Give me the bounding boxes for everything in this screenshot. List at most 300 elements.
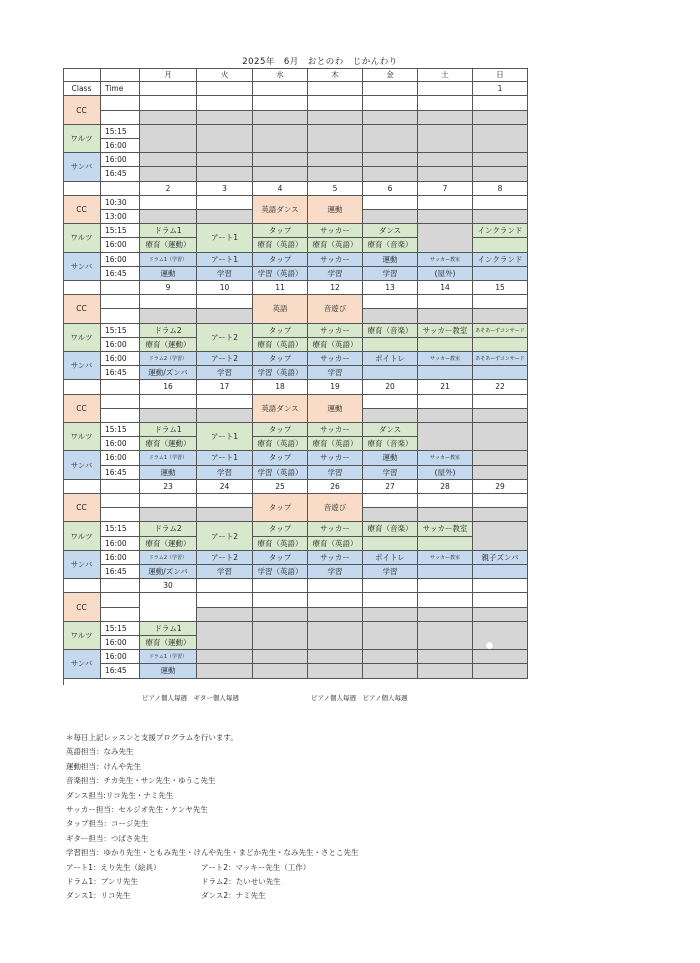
samba-cell: サッカー [308,551,363,565]
samba-cell: ドラム1（学習） [140,451,197,465]
date-cell: 16 [140,380,197,394]
waltz-cell [473,338,528,352]
time-cell: 16:00 [101,451,140,465]
cc-cell-shade [473,210,528,224]
date-cell [197,579,253,593]
waltz-cell [308,622,363,650]
date-cell [363,579,418,593]
date-cell: 13 [363,281,418,295]
cc-cell [253,96,308,110]
samba-cell [363,650,418,664]
stray-dot [486,642,493,649]
samba-cell [140,167,197,181]
cc-cell-shade [140,210,197,224]
cc-cell [363,593,418,607]
time-cell [101,295,140,309]
waltz-cell: 療育（音楽） [363,522,418,536]
date-cell: 19 [308,380,363,394]
header-day-4: 金 [363,68,418,82]
cc-cell [308,593,363,607]
cc-cell [418,593,473,607]
date-cell [308,579,363,593]
notes-line: タップ担当：コージ先生 [66,819,149,829]
waltz-cell: 療育（運動） [140,238,197,252]
waltz-cell [140,125,197,153]
waltz-cell: ドラム1 [140,622,197,636]
waltz-cell: サッカー [308,324,363,338]
date-cell: 23 [140,480,197,494]
notes-line: 学習担当：ゆかり先生・ともみ先生・けんや先生・まどか先生・なみ先生・さとこ先生 [66,848,359,858]
samba-cell: ドラム1（学習） [140,650,197,664]
cc-cell [418,196,473,210]
samba-cell: サッカー教室 [418,451,473,465]
cc-cell-shade [363,409,418,423]
cc-cell [197,593,253,607]
cc-cell-shade [363,111,418,125]
samba-cell: 学習 [308,267,363,281]
waltz-cell [473,238,528,252]
samba-cell [308,650,363,664]
class-waltz: ワルツ [63,224,101,252]
time-cell: 15:15 [101,324,140,338]
cc-cell-shade [473,309,528,323]
date-row-blank [63,579,101,593]
header-day-5: 土 [418,68,473,82]
date-cell: 7 [418,182,473,196]
date-cell: 30 [140,579,197,593]
waltz-cell [418,224,473,252]
samba-cell: ドラム2（学習） [140,352,197,366]
samba-cell [197,664,253,678]
cc-cell [363,96,418,110]
cc-cell-shade [197,111,253,125]
time-cell: 16:45 [101,167,140,181]
cc-cell: 英語ダンス [253,395,308,423]
samba-cell [473,664,528,678]
class-cc: CC [63,593,101,621]
samba-cell: タップ [253,551,308,565]
notes-line: ギター担当：つばさ先生 [66,833,149,843]
waltz-cell: ドラム1 [140,224,197,238]
samba-cell: 学習 [197,565,253,579]
samba-cell [140,153,197,167]
cc-cell-shade [197,608,253,622]
class-samba: サンバ [63,253,101,281]
time-cell: 16:00 [101,352,140,366]
time-cell: 15:15 [101,224,140,238]
time-cell: 16:00 [101,153,140,167]
cc-cell-shade [363,508,418,522]
waltz-cell [418,537,473,551]
date-cell: 22 [473,380,528,394]
cc-cell [418,295,473,309]
cc-cell [363,494,418,508]
cc-cell-shade [418,210,473,224]
samba-cell [473,451,528,465]
samba-cell: タップ [253,352,308,366]
waltz-cell: サッカー [308,522,363,536]
waltz-cell: ドラム2 [140,324,197,338]
samba-cell: 学習 [308,366,363,380]
time-cell: 16:00 [101,437,140,451]
cc-cell [197,295,253,309]
date-cell: 29 [473,480,528,494]
date-cell [473,579,528,593]
samba-cell: サッカー [308,451,363,465]
time-cell: 16:00 [101,537,140,551]
date-row-blank [101,281,140,295]
time-cell: 13:00 [101,210,140,224]
time-cell: 10:30 [101,196,140,210]
header-day-2: 水 [253,68,308,82]
waltz-cell [473,522,528,550]
date-cell: 21 [418,380,473,394]
cc-cell-shade [418,111,473,125]
cc-cell [473,494,528,508]
cc-cell-shade [197,210,253,224]
samba-cell: 学習 [308,466,363,480]
cc-cell [253,593,308,607]
header-blank [63,68,101,82]
cc-cell [197,196,253,210]
waltz-cell: ダンス [363,224,418,238]
date-cell [363,82,418,96]
samba-cell: タップ [253,253,308,267]
header-day-3: 木 [308,68,363,82]
waltz-cell: 療育（英語） [253,437,308,451]
cc-cell [363,395,418,409]
date-cell: 15 [473,281,528,295]
waltz-cell: 療育（英語） [308,338,363,352]
cc-cell-shade [197,508,253,522]
time-cell: 15:15 [101,522,140,536]
time-cell: 16:00 [101,636,140,650]
time-cell [101,508,140,522]
samba-cell [418,167,473,181]
date-cell: 5 [308,182,363,196]
samba-cell [308,664,363,678]
notes-intro: ＊毎日上記レッスンと支援プログラムを行います。 [66,733,238,742]
time-cell [101,409,140,423]
samba-cell [197,167,253,181]
time-cell [101,593,140,607]
cc-cell-shade [140,409,197,423]
waltz-cell: 療育（運動） [140,537,197,551]
time-cell [101,111,140,125]
class-waltz: ワルツ [63,125,101,153]
samba-cell: タップ [253,451,308,465]
cc-cell [363,196,418,210]
waltz-cell: 療育（英語） [308,537,363,551]
date-cell: 4 [253,182,308,196]
cc-cell [140,295,197,309]
cc-cell-shade [197,309,253,323]
waltz-cell [473,125,528,153]
samba-cell [253,167,308,181]
notes-line: 運動担当：けんや先生 [66,761,141,771]
samba-cell [418,366,473,380]
samba-cell: 運動 [140,267,197,281]
class-waltz: ワルツ [63,522,101,550]
date-cell: 14 [418,281,473,295]
cc-cell: 音遊び [308,494,363,522]
samba-cell: 運動 [363,451,418,465]
samba-cell [253,650,308,664]
time-cell: 16:00 [101,253,140,267]
samba-cell [363,167,418,181]
time-cell: 16:00 [101,338,140,352]
time-cell: 16:00 [101,238,140,252]
date-cell: 10 [197,281,253,295]
cc-cell-shade [253,111,308,125]
samba-cell: 学習（英語） [253,565,308,579]
samba-cell: サッカー [308,253,363,267]
cc-cell [140,196,197,210]
samba-cell: ドラム1（学習） [140,253,197,267]
waltz-cell [253,125,308,153]
notes-pair [66,875,359,889]
cc-cell-shade [418,309,473,323]
cc-cell [140,593,197,621]
notes-line: 音楽担当：チカ先生・サン先生・ゆうこ先生 [66,776,216,786]
samba-cell [197,650,253,664]
waltz-cell: 療育（運動） [140,636,197,650]
waltz-cell: サッカー [308,224,363,238]
samba-cell [418,664,473,678]
waltz-cell: タップ [253,324,308,338]
waltz-cell: サッカー [308,423,363,437]
samba-cell: あそあーずコンサード [473,352,528,366]
time-cell [101,608,140,622]
samba-cell [473,267,528,281]
cc-cell-shade [140,508,197,522]
cc-cell [418,395,473,409]
notes-pair-right: ダンス2：ナミ先生 [201,891,266,901]
time-cell: 15:15 [101,423,140,437]
waltz-cell: アート1 [197,224,253,252]
samba-cell: 運動 [363,253,418,267]
cc-cell [197,395,253,409]
waltz-cell: 療育（運動） [140,437,197,451]
waltz-cell: インクランド [473,224,528,238]
waltz-cell: 療育（音楽） [363,324,418,338]
samba-cell: アート2 [197,352,253,366]
date-row-blank [63,480,101,494]
time-cell [101,494,140,508]
waltz-cell: あそあーずコンサード [473,324,528,338]
samba-cell: ドラム2（学習） [140,551,197,565]
cc-cell-shade [308,111,363,125]
samba-cell [308,167,363,181]
header-time: Time [101,82,140,96]
date-cell: 9 [140,281,197,295]
samba-cell: インクランド [473,253,528,267]
samba-cell: ポイトレ [363,352,418,366]
waltz-cell: 療育（英語） [253,238,308,252]
cc-cell [473,295,528,309]
samba-cell [253,153,308,167]
cc-cell [140,395,197,409]
date-cell: 20 [363,380,418,394]
cc-cell: 運動 [308,196,363,224]
cc-cell: 英語ダンス [253,196,308,224]
class-samba: サンバ [63,551,101,579]
samba-cell [473,466,528,480]
samba-cell: 学習 [363,267,418,281]
date-cell: 27 [363,480,418,494]
notes-pair [66,889,359,903]
samba-cell: 学習 [197,366,253,380]
samba-cell: (屋外) [418,267,473,281]
waltz-cell [418,125,473,153]
footer-note-right: ピアノ個人毎週 ピアノ個人毎週 [311,694,408,702]
samba-cell: サッカー教室 [418,551,473,565]
cc-cell [473,196,528,210]
header-day-1: 火 [197,68,253,82]
samba-cell: 学習 [308,565,363,579]
cc-cell: 運動 [308,395,363,423]
samba-cell: 学習（英語） [253,267,308,281]
waltz-cell: ドラム1 [140,423,197,437]
cc-cell-shade [418,508,473,522]
samba-cell [197,153,253,167]
cc-cell: 音遊び [308,295,363,323]
samba-cell [363,664,418,678]
date-cell: 8 [473,182,528,196]
time-cell: 16:45 [101,565,140,579]
waltz-cell [253,622,308,650]
date-row-blank [63,380,101,394]
time-cell [101,309,140,323]
waltz-cell: 療育（英語） [253,338,308,352]
samba-cell: 学習 [363,466,418,480]
samba-cell [363,153,418,167]
class-cc: CC [63,395,101,423]
samba-cell [473,650,528,664]
waltz-cell: サッカー教室 [418,522,473,536]
samba-cell: 運動/ズンバ [140,565,197,579]
date-cell: 3 [197,182,253,196]
samba-cell [308,153,363,167]
waltz-cell: 療育（音楽） [363,437,418,451]
class-cc: CC [63,494,101,522]
date-cell: 24 [197,480,253,494]
notes-section [66,731,359,904]
cc-cell-shade [140,309,197,323]
time-cell: 16:45 [101,366,140,380]
waltz-cell [473,622,528,650]
waltz-cell [308,125,363,153]
waltz-cell: ドラム2 [140,522,197,536]
waltz-cell [363,622,418,650]
time-cell [101,395,140,409]
cc-cell-shade [363,309,418,323]
waltz-cell [363,125,418,153]
cc-cell-shade [197,409,253,423]
date-row-blank [63,182,101,196]
date-row-blank [101,480,140,494]
waltz-cell: サッカー教室 [418,324,473,338]
footer-note-left: ピアノ個人毎週 ギター個人毎週 [142,694,239,702]
waltz-cell: 療育（英語） [308,437,363,451]
waltz-cell: タップ [253,522,308,536]
date-cell [197,82,253,96]
date-cell [418,82,473,96]
waltz-cell: 療育（英語） [308,238,363,252]
cc-cell [418,494,473,508]
time-cell: 16:45 [101,267,140,281]
samba-cell: 学習（英語） [253,366,308,380]
notes-pair-left: ドラム1：ブンリ先生 [66,877,138,887]
class-samba: サンバ [63,153,101,181]
class-cc: CC [63,295,101,323]
cc-cell [308,96,363,110]
time-cell: 16:00 [101,551,140,565]
cc-cell [363,295,418,309]
time-cell: 16:00 [101,650,140,664]
waltz-cell [473,423,528,451]
date-row-blank [101,380,140,394]
date-cell: 18 [253,380,308,394]
cc-cell [418,96,473,110]
cc-cell [473,593,528,607]
time-cell: 15:15 [101,622,140,636]
cc-cell-shade [473,111,528,125]
notes-pair-left: アート1：えり先生（絵具） [66,862,161,872]
samba-cell: 運動 [140,664,197,678]
waltz-cell [363,537,418,551]
date-cell: 25 [253,480,308,494]
class-samba: サンバ [63,451,101,479]
samba-cell [418,650,473,664]
header-blank [101,68,140,82]
samba-cell [473,565,528,579]
samba-cell: 運動/ズンバ [140,366,197,380]
cc-cell [197,494,253,508]
cc-cell: タップ [253,494,308,522]
waltz-cell: アート2 [197,522,253,550]
date-cell: 26 [308,480,363,494]
date-cell: 17 [197,380,253,394]
waltz-cell [418,423,473,451]
class-waltz: ワルツ [63,324,101,352]
samba-cell: アート1 [197,451,253,465]
class-samba: サンバ [63,352,101,380]
cc-cell [140,96,197,110]
date-cell: 1 [473,82,528,96]
samba-cell: 学習 [197,466,253,480]
notes-pair-left: ダンス1：リコ先生 [66,891,131,901]
samba-cell: ポイトレ [363,551,418,565]
samba-cell [363,366,418,380]
samba-cell: サッカー教室 [418,253,473,267]
notes-line: サッカー担当：セルジオ先生・ケンヤ先生 [66,805,208,815]
waltz-cell: アート1 [197,423,253,451]
samba-cell [473,153,528,167]
header-day-6: 日 [473,68,528,82]
notes-line: 英語担当：なみ先生 [66,747,134,757]
time-cell: 15:15 [101,125,140,139]
notes-pair-right: アート2：マッキー先生（工作） [201,862,311,872]
samba-cell: 学習（英語） [253,466,308,480]
date-cell [253,82,308,96]
date-row-blank [63,281,101,295]
date-row-blank [101,182,140,196]
waltz-cell [418,338,473,352]
samba-cell: 学習 [363,565,418,579]
time-cell [101,96,140,110]
notes-pair [66,861,359,875]
